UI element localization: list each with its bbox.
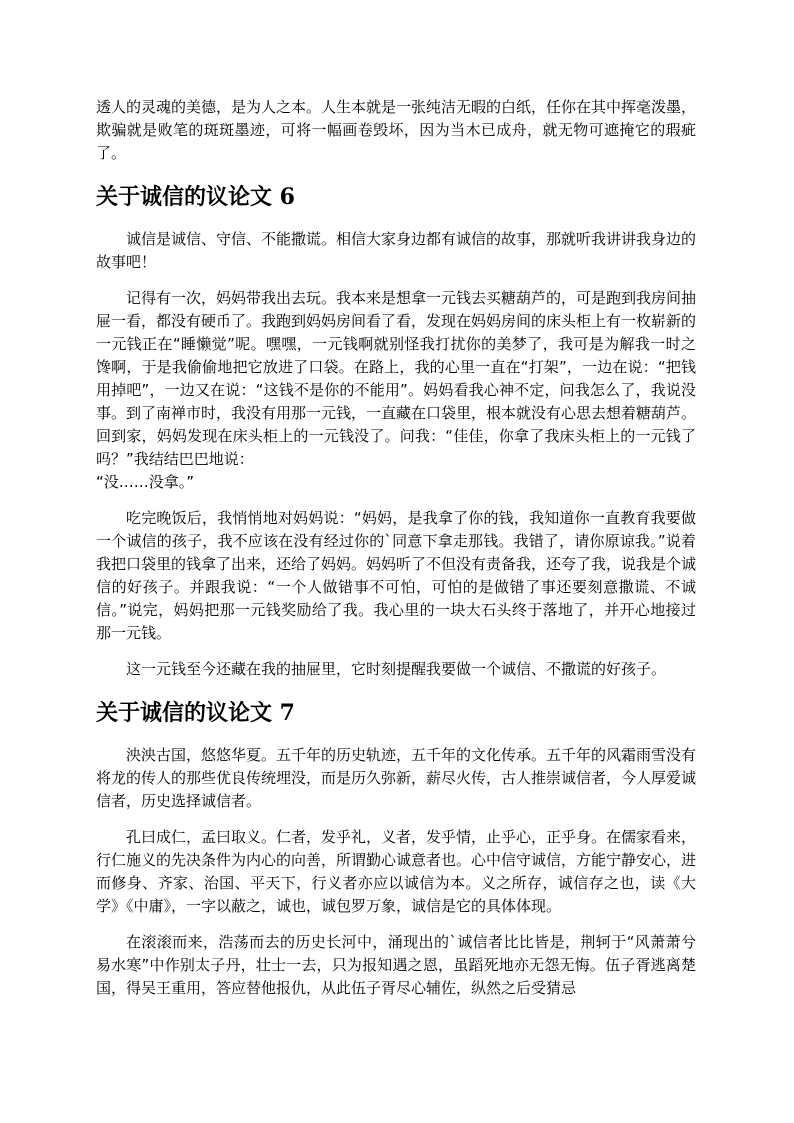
section-7-paragraph-3: 在滚滚而来，浩荡而去的历史长河中，涌现出的`诚信者比比皆是，荆轲于“风萧萧兮易水寒”中作别太子丹，壮士一去，只为报知遇之恩，虽蹈死地亦无怨无悔。伍子胥逃离楚国，得吴王重用，答应替他报仇，从此伍子胥尽心辅佐，纵然之后受猜忌 <box>96 933 696 997</box>
section-6-paragraph-1: 诚信是诚信、守信、不能撒谎。相信大家身边都有诚信的故事，那就听我讲讲我身边的故事吧！ <box>96 230 697 271</box>
section-6-paragraph-3: 吃完晚饭后，我悄悄地对妈妈说：“妈妈，是我拿了你的钱，我知道你一直教育我要做一个诚信的孩子，我不应该在没有经过你的`同意下拿走那钱。我错了，请你原谅我。”说着我把口袋里的钱拿了出来，还给了妈妈。妈妈听了不但没有责备我，还夸了我，说我是个诚信的好孩子。并跟我说：“一个人做错事不可怕，可怕的是做错了事还要刻意撒谎、不诚信。”说完，妈妈把那一元钱奖励给了我。我心里的一块大石头终于落地了，并开心地接过那一元钱。 <box>96 509 697 642</box>
section-7-paragraph-2: 孔曰成仁，孟曰取义。仁者，发乎礼，义者，发乎情，止乎心，正乎身。在儒家看来，行仁施义的先决条件为内心的向善，所谓勤心诚意者也。心中信守诚信，方能宁静安心，进而修身、齐家、治国、平天下，行义者亦应以诚信为本。义之所存，诚信存之也，读《大学》《中庸》，一字以蔽之，诚也，诚包罗万象，诚信是它的具体体现。 <box>96 828 697 915</box>
section-heading-7: 关于诚信的议论文 7 <box>96 700 295 726</box>
section-6-paragraph-2: 记得有一次，妈妈带我出去玩。我本来是想拿一元钱去买糖葫芦的，可是跑到我房间抽屉一看，都没有硬币了。我跑到妈妈房间看了看，发现在妈妈房间的床头柜上有一枚崭新的一元钱正在“睡懒觉”呢。嘿嘿，一元钱啊就别怪我打扰你的美梦了，我可是为解我一时之馋啊，于是我偷偷地把它放进了口袋。在路上，我的心里一直在“打架”，一边在说：“把钱用掉吧”，一边又在说：“这钱不是你的不能用”。妈妈看我心神不定，问我怎么了，我说没事。到了南禅市时，我没有用那一元钱，一直藏在口袋里，根本就没有心思去想着糖葫芦。回到家，妈妈发现在床头柜上的一元钱没了。问我：“佳佳，你拿了我床头柜上的一元钱了吗？”我结结巴巴地说： “没……没拿。” <box>96 289 697 491</box>
document-page <box>96 96 696 1000</box>
intro-paragraph: 透人的灵魂的美德，是为人之本。人生本就是一张纯洁无暇的白纸，任你在其中挥毫泼墨，欺骗就是败笔的斑斑墨迹，可将一幅画卷毁坏，因为当木已成舟，就无物可遮掩它的瑕疵了。 <box>96 98 697 162</box>
section-heading-6: 关于诚信的议论文 6 <box>96 184 295 210</box>
section-7-paragraph-1: 泱泱古国，悠悠华夏。五千年的历史轨迹，五千年的文化传承。五千年的风霜雨雪没有将龙的传人的那些优良传统埋没，而是历久弥新，薪尽火传，古人推崇诚信者，今人厚爱诚信者，历史选择诚信者。 <box>96 746 697 810</box>
section-6-paragraph-4: 这一元钱至今还藏在我的抽屉里，它时刻提醒我要做一个诚信、不撒谎的好孩子。 <box>126 660 667 678</box>
